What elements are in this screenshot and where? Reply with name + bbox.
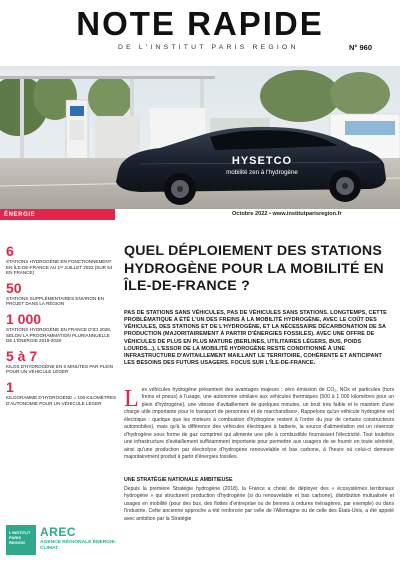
publication-title: NOTE RAPIDE [76,5,324,42]
article-body [124,387,394,462]
key-figure-number: 6 [6,243,14,259]
key-figure-number: 50 [6,279,22,296]
key-figure [6,312,116,344]
issue-date: Octobre 2022 [232,210,268,217]
key-figure [6,349,116,375]
key-figure [6,281,116,307]
article-headline: QUEL DÉPLOIEMENT DES STATIONS HYDROGÈNE POUR LA MOBILITÉ EN ÎLE-DE-FRANCE ? [124,243,384,294]
key-figure-text: STATIONS HYDROGÈNE EN FONCTIONNEMENT EN ÎLE-DE-FRANCE AU 1ᵉʳ JUILLET 2022 (SUR 54 EN FRANCE) [6,259,113,276]
separator: • [267,210,273,217]
website-url[interactable]: www.institutparisregion.fr [272,210,342,217]
info-band [0,209,400,220]
arec-name: AREC [40,525,77,539]
key-figure-number: 5 à 7 [6,347,38,364]
car-tagline-text: mobilité zen à l'hydrogène [226,169,298,176]
section-body: Depuis la première Stratégie hydrogène (2018), la France a choisi de déployer des « écosystèmes territoriaux hydrogène » qui structurent production d'hydrogène (si du renouvelable et bas carbone), distribution mutualisée et usages en mobilité (pour des bus, des flottes d'entreprise ou de bennes à ordures ménagères, par exemple) ou dans l'industrie. Cette ancienne approche a été renforcée par celle de l'Allemagne ou de celle des États-Unis, a été appelé avec ambition par la Stratégie [124,485,394,522]
arec-description: AGENCE RÉGIONALE ÉNERGIE-CLIMAT [40,540,117,551]
publication-subtitle: DE L'INSTITUT PARIS REGION [118,44,299,51]
issue-number: N° 960 [348,43,372,52]
key-figure-text: KILOGRAMME D'HYDROGÈNE = 100 KILOMÈTRES D'AUTONOMIE POUR UN VÉHICULE LÉGER [6,394,117,406]
body-text: es véhicules hydrogène présentent des avantages majeurs : zéro émission de CO₂, NOx et particules (hors freins et pneus) à l'usage, une autonomie similaire aux véhicules thermiques (500 à 1 000 kilomètres pour un plein d'hydrogène), une vitesse d'avitaillement de quelques minutes, un bruit très faible et le maintien d'une charge utile importante pour le transport de personnes et de marchandises¹. Rappelons qu'un véhicule hydrogène est électrique : quelque que les moteurs à combustion d'hydrogène restent à l'ordre du jour de certains constructeurs automobiles), mais qu'à la différence des véhicules électriques à batterie, la source d'alimentation est un réservoir d'hydrogène sous forme de gaz comprimé qui alimente une pile à combustible fournissant l'électricité. Tout toutefois une infrastructure d'avitaillement suffisamment importante pour permettre aux usagers de se fournir en toute sérénité, ainsi qu'une production par électrolyse d'hydrogène renouvelable et bas carbone, à l'heure où celui-ci demeure majoritairement produit à partir d'énergies fossiles. [124,386,394,460]
hydrogen-car-photo [0,66,400,209]
key-figure [6,244,116,276]
category-label: ÉNERGIE [0,209,115,220]
article-lead: PAS DE STATIONS SANS VÉHICULES, PAS DE VÉHICULES SANS STATIONS. LONGTEMPS, CETTE PROBLÉMATIQUE A ÉTÉ L'UN DES FREINS À LA MOBILITÉ HYDROGÈNE, AVEC LE COÛT DES VÉHICULES, DES STATIONS ET DE L'HYDROGÈNE, ET LA NÉCESSAIRE DÉCARBONATION DE SA PRODUCTION (MAJORITAIREMENT À PARTIR D'ÉNERGIES FOSSILES). AVEC UNE OFFRE DE VÉHICULES DE PLUS EN PLUS MATURE (BERLINES, UTILITAIRES LÉGERS, BUS, POIDS LOURDS...), L'ESSOR DE LA MOBILITÉ HYDROGÈNE RESTE CONDITIONNÉ À UNE INFRASTRUCTURE D'AVITAILLEMENT MAILLANT LE TERRITOIRE, COHÉRENTE ET ANTICIPANT LES BESOINS DES FUTURS USAGERS. FOCUS SUR L'ÎLE-DE-FRANCE. [124,309,387,367]
date-url-line [232,211,342,217]
key-figure-text: KILOS D'HYDROGÈNE EN 5 MINUTES PAR PLEIN POUR UN VÉHICULE LÉGER [6,363,113,375]
key-figure [6,380,116,406]
arec-logo [6,525,126,561]
masthead [0,0,400,66]
key-figures [6,244,116,411]
car-brand-text: HYSETCO [231,155,293,167]
key-figure-text: STATIONS SUPPLÉMENTAIRES ENVIRON EN PROJET DANS LA RÉGION [6,295,105,307]
key-figure-number: 1 [6,378,14,395]
section-subhead: UNE STRATÉGIE NATIONALE AMBITIEUSE [124,476,233,483]
dropcap: L [124,385,139,412]
cover-photo [0,66,400,209]
key-figure-number: 1 000 [6,310,42,327]
institut-logo-box: L'INSTITUT PARIS REGION [6,525,36,555]
key-figure-text: STATIONS HYDROGÈNE EN FRANCE D'ICI 2028, SELON LA PROGRAMMATION PLURIANNUELLE DE L'ÉNERGIE 2019-2028 [6,326,112,344]
article [124,243,394,523]
